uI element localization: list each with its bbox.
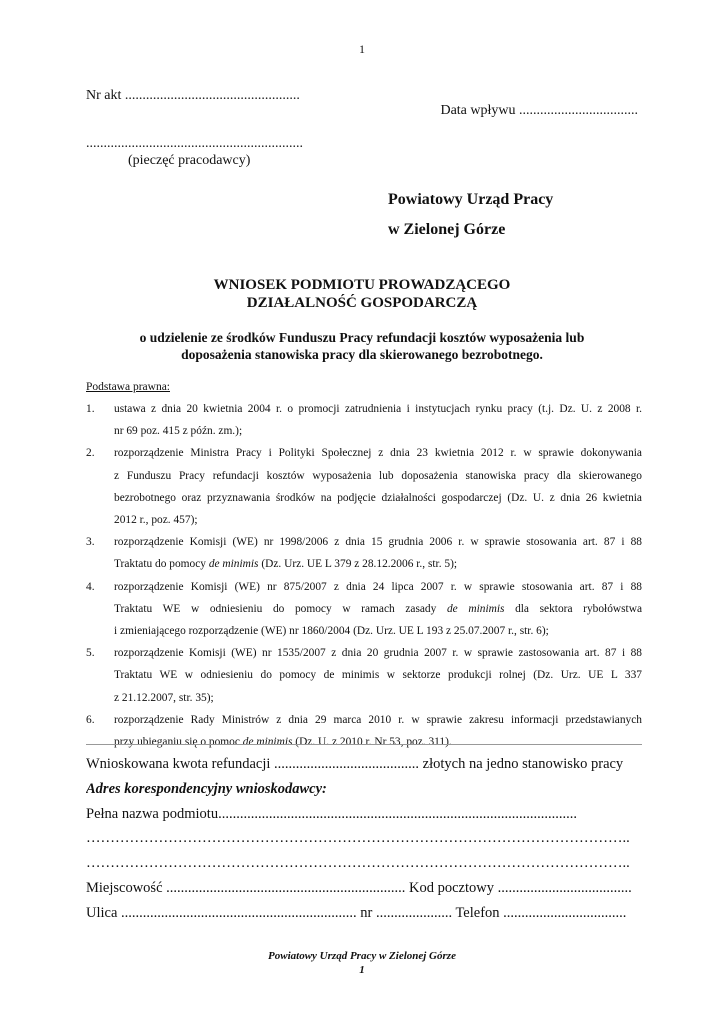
legal-basis-item xyxy=(86,398,642,442)
legal-basis-line: rozporządzenie Ministra Pracy i Polityki Społecznej z dnia 23 kwietnia 2012 r. w sprawie dokonywania xyxy=(114,447,642,460)
legal-basis-number: 1. xyxy=(86,403,95,415)
legal-basis-item xyxy=(86,531,642,575)
footer-page-number: 1 xyxy=(359,964,365,976)
legal-basis-line: ustawa z dnia 20 kwietnia 2004 r. o promocji zatrudnienia i instytucjach rynku pracy (t.j. Dz. U. z 2008 r. xyxy=(114,403,642,415)
office-name: Powiatowy Urząd Pracy xyxy=(388,191,554,208)
page-number-top: 1 xyxy=(359,42,365,56)
legal-basis-item xyxy=(86,709,642,753)
legal-basis-line: rozporządzenie Komisji (WE) nr 875/2007 z dnia 24 lipca 2007 r. w sprawie stosowania art. 87 i 88 xyxy=(114,580,642,593)
legal-basis-number: 6. xyxy=(86,713,95,726)
legal-basis-number: 3. xyxy=(86,536,95,549)
stamp-dots: .............................................................. xyxy=(86,136,303,151)
document-title-line2: DZIAŁALNOŚĆ GOSPODARCZĄ xyxy=(246,295,478,311)
office-city: w Zielonej Górze xyxy=(388,221,506,238)
section-divider xyxy=(86,744,642,745)
street-phone-field: Ulica ................................................................. nr ..................... Telefon .................................. xyxy=(86,905,627,921)
legal-basis-item xyxy=(86,442,642,531)
full-name-field: Pełna nazwa podmiotu................................................................................................... xyxy=(86,806,577,822)
legal-basis-line: rozporządzenie Rady Ministrów z dnia 29 marca 2010 r. w sprawie zakresu informacji przedstawianych xyxy=(114,713,642,726)
legal-basis-line: Traktatu do pomocy de minimis (Dz. Urz. UE L 379 z 28.12.2006 r., str. 5); xyxy=(114,558,458,571)
legal-basis-line: Traktatu WE w odniesieniu do pomocy w ramach zasady de minimis dla sektora rybołówstwa xyxy=(114,602,642,615)
legal-basis-heading: Podstawa prawna: xyxy=(86,381,170,393)
document-subtitle-line2: doposażenia stanowiska pracy dla skierowanego bezrobotnego. xyxy=(181,347,543,362)
legal-basis-line: bezrobotnego oraz przyznawania środków na podjęcie działalności gospodarczej (Dz. U. z dnia 26 kwietnia xyxy=(114,491,642,504)
legal-basis-line: 2012 r., poz. 457); xyxy=(114,514,198,527)
nr-akt-field: Nr akt .................................................. xyxy=(86,88,300,103)
legal-basis-line: i zmieniającego rozporządzenie (WE) nr 1860/2004 (Dz. Urz. UE L 193 z 25.07.2007 r., str. 6); xyxy=(114,625,549,638)
legal-basis-list xyxy=(86,398,642,753)
document-title-line1: WNIOSEK PODMIOTU PROWADZĄCEGO xyxy=(213,277,511,293)
document-subtitle-line1: o udzielenie ze środków Funduszu Pracy refundacji kosztów wyposażenia lub xyxy=(139,330,585,345)
refund-amount-field: Wnioskowana kwota refundacji ........................................ złotych na jedno stanowisko pracy xyxy=(86,756,624,772)
blank-line-2: ………………………………………………………………………………………………….. xyxy=(86,855,630,871)
blank-line-1: ………………………………………………………………………………………………….. xyxy=(86,830,630,846)
legal-basis-number: 4. xyxy=(86,580,95,593)
legal-basis-line: nr 69 poz. 415 z późn. zm.); xyxy=(114,425,243,438)
stamp-label: (pieczęć pracodawcy) xyxy=(128,153,251,168)
legal-basis-line: z 21.12.2007, str. 35); xyxy=(114,691,214,704)
address-heading: Adres korespondencyjny wnioskodawcy: xyxy=(86,781,327,797)
legal-basis-line: Traktatu WE w odniesieniu do pomocy de minimis w sektorze produkcji rolnej (Dz. Urz. UE L 337 xyxy=(114,669,642,682)
legal-basis-item xyxy=(86,576,642,643)
city-postal-field: Miejscowość .................................................................. Kod pocztowy ..................................... xyxy=(86,880,632,896)
legal-basis-line: przy ubieganiu się o pomoc de minimis (Dz. U. z 2010 r. Nr 53, poz. 311). xyxy=(114,736,452,749)
legal-basis-item xyxy=(86,642,642,709)
data-wplywu-field: Data wpływu .................................. xyxy=(440,103,638,118)
legal-basis-line: rozporządzenie Komisji (WE) nr 1998/2006 z dnia 15 grudnia 2006 r. w sprawie stosowania art. 87 i 88 xyxy=(114,536,642,549)
legal-basis-line: z Funduszu Pracy refundacji kosztów wyposażenia lub doposażenia stanowiska pracy dla skierowanego xyxy=(114,469,642,482)
footer-office: Powiatowy Urząd Pracy w Zielonej Górze xyxy=(268,950,456,962)
legal-basis-number: 5. xyxy=(86,647,95,660)
legal-basis-number: 2. xyxy=(86,447,95,460)
legal-basis-line: rozporządzenie Komisji (WE) nr 1535/2007 z dnia 20 grudnia 2007 r. w sprawie zastosowania art. 87 i 88 xyxy=(114,647,642,660)
